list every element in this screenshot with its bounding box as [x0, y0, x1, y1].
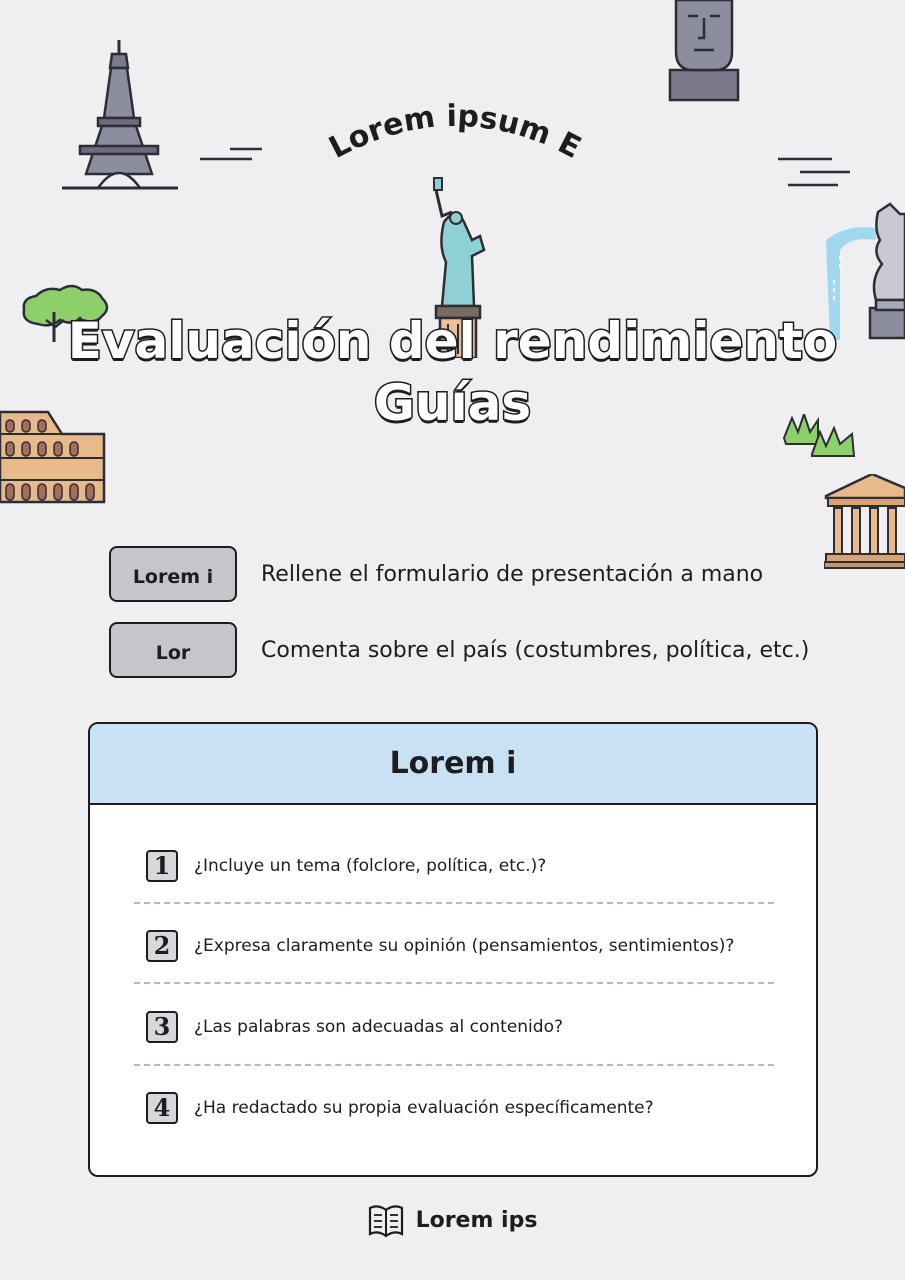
item-number: 2: [146, 930, 178, 962]
checklist-item: [134, 906, 774, 986]
greek-temple-icon: [824, 474, 905, 570]
item-text: ¿Expresa claramente su opinión (pensamientos, sentimientos)?: [194, 936, 735, 956]
page-title: Evaluación del rendimiento: [67, 312, 838, 370]
instruction-tag: Lor: [109, 622, 237, 678]
footer-label: Lorem ips: [415, 1207, 538, 1233]
instruction-tag: Lorem i: [109, 546, 237, 602]
item-text: ¿Ha redactado su propia evaluación específicamente?: [194, 1098, 654, 1118]
instruction-text: Comenta sobre el país (costumbres, política, etc.): [261, 637, 810, 663]
item-number: 1: [146, 850, 178, 882]
item-text: ¿Las palabras son adecuadas al contenido?: [194, 1017, 563, 1037]
checklist-item: [134, 826, 774, 906]
dashed-divider: [134, 1064, 774, 1066]
decorative-dash-lines: [778, 156, 854, 188]
eiffel-tower-icon: [62, 40, 178, 192]
checklist-item: [134, 987, 774, 1067]
instruction-row: [109, 546, 763, 602]
dashed-divider: [134, 902, 774, 904]
decorative-dash-lines: [200, 146, 264, 162]
arc-title: [300, 95, 610, 185]
item-number: 4: [146, 1092, 178, 1124]
item-text: ¿Incluye un tema (folclore, política, etc.)?: [194, 856, 547, 876]
moai-icon: [664, 0, 744, 104]
dashed-divider: [134, 982, 774, 984]
svg-text:Lorem ipsum E: [324, 99, 587, 166]
checklist-item: [134, 1068, 774, 1148]
footer: [0, 1202, 905, 1238]
item-number: 3: [146, 1011, 178, 1043]
instruction-row: [109, 622, 809, 678]
page-subtitle: Guías: [373, 374, 532, 432]
arc-title-text: Lorem ipsum E: [323, 98, 587, 166]
checklist-card: [88, 722, 818, 1177]
open-book-icon: [368, 1202, 404, 1238]
instruction-text: Rellene el formulario de presentación a mano: [261, 561, 764, 587]
checklist-title: Lorem i: [90, 724, 816, 805]
